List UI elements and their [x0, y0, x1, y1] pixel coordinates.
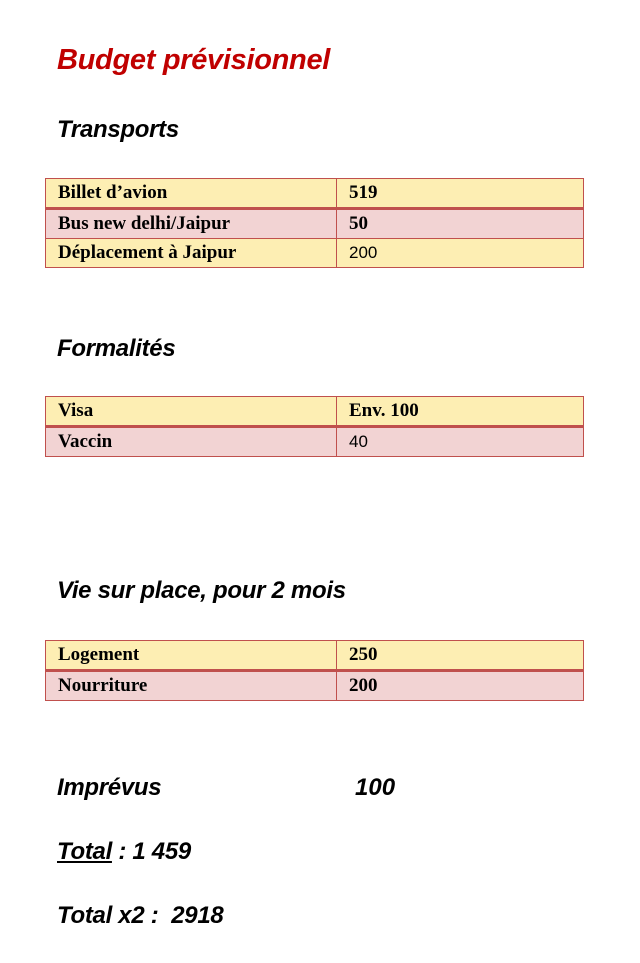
row-label: Logement: [46, 641, 337, 671]
total-x2-label: Total x2 :: [57, 902, 159, 929]
table-row: [46, 671, 584, 701]
section-heading-formalites: Formalités: [57, 335, 176, 362]
row-label: Nourriture: [46, 671, 337, 701]
row-value: 519: [337, 179, 584, 209]
row-label: Vaccin: [46, 427, 337, 457]
row-value: Env. 100: [337, 397, 584, 427]
table-row: [46, 427, 584, 457]
imprevus-value: 100: [355, 774, 396, 801]
total-x2-line: [57, 902, 223, 930]
row-label: Déplacement à Jaipur: [46, 239, 337, 268]
row-value: 250: [337, 641, 584, 671]
row-value: 200: [337, 239, 584, 268]
row-value: 40: [337, 427, 584, 457]
vie-table: [45, 640, 584, 701]
table-row: [46, 397, 584, 427]
total-x2-value: 2918: [171, 902, 224, 929]
total-value: 1 459: [132, 838, 191, 865]
section-heading-vie: Vie sur place, pour 2 mois: [57, 577, 346, 604]
page-title: Budget prévisionnel: [57, 44, 331, 76]
row-value: 50: [337, 209, 584, 239]
total-separator: :: [111, 838, 133, 865]
total-label: Total: [57, 838, 112, 865]
section-heading-transports: Transports: [57, 116, 179, 143]
row-label: Visa: [46, 397, 337, 427]
transports-table: [45, 178, 584, 268]
total-line: [57, 838, 191, 866]
row-label: Bus new delhi/Jaipur: [46, 209, 337, 239]
row-value: 200: [337, 671, 584, 701]
table-row: [46, 641, 584, 671]
table-row: [46, 179, 584, 209]
row-label: Billet d’avion: [46, 179, 337, 209]
formalites-table: [45, 396, 584, 457]
table-row: [46, 239, 584, 268]
imprevus-label: Imprévus: [57, 774, 162, 801]
table-row: [46, 209, 584, 239]
